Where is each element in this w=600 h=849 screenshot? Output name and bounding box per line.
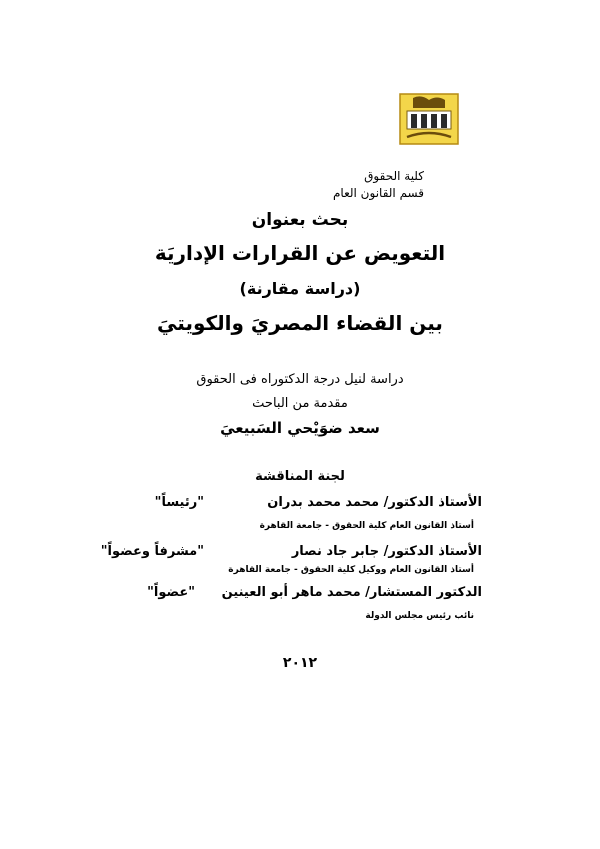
member-3-affiliation: نائب رئيس مجلس الدولة bbox=[365, 611, 474, 621]
member-2-name: الأستاذ الدكتور/ جابر جاد نصار bbox=[291, 544, 482, 559]
member-3-role: "عضواً" bbox=[147, 585, 195, 600]
department-name: قسم القانون العام bbox=[333, 186, 424, 200]
degree-purpose: دراسة لنيل درجة الدكتوراه فى الحقوق bbox=[196, 372, 404, 387]
member-3-name: الدكتور المستشار/ محمد ماهر أبو العينين bbox=[221, 585, 482, 600]
university-logo bbox=[399, 93, 459, 145]
member-1-role: "رئيساً" bbox=[154, 495, 204, 510]
faculty-name: كلية الحقوق bbox=[364, 169, 424, 183]
university-seal-icon bbox=[399, 93, 459, 145]
member-2-affiliation: أستاذ القانون العام ووكيل كلية الحقوق - جامعة القاهرة bbox=[228, 565, 474, 575]
committee-heading: لجنة المناقشة bbox=[255, 469, 345, 484]
thesis-subtitle: (دراسة مقارنة) bbox=[239, 279, 361, 298]
thesis-scope: بين القضاء المصريَ والكويتيَ bbox=[157, 311, 443, 335]
member-1-affiliation: أستاذ القانون العام كلية الحقوق - جامعة القاهرة bbox=[259, 521, 474, 531]
presented-by: مقدمة من الباحث bbox=[252, 396, 348, 411]
research-label: بحث بعنوان bbox=[251, 210, 349, 230]
member-1-name: الأستاذ الدكتور/ محمد محمد بدران bbox=[267, 495, 482, 510]
year: ٢٠١٢ bbox=[282, 655, 318, 671]
thesis-title: التعويض عن القرارات الإداريَة bbox=[154, 241, 446, 265]
researcher-name: سعد ضوَيْحي السَبيعيَ bbox=[220, 419, 380, 437]
member-2-role: "مشرفاً وعضواً" bbox=[100, 544, 204, 559]
